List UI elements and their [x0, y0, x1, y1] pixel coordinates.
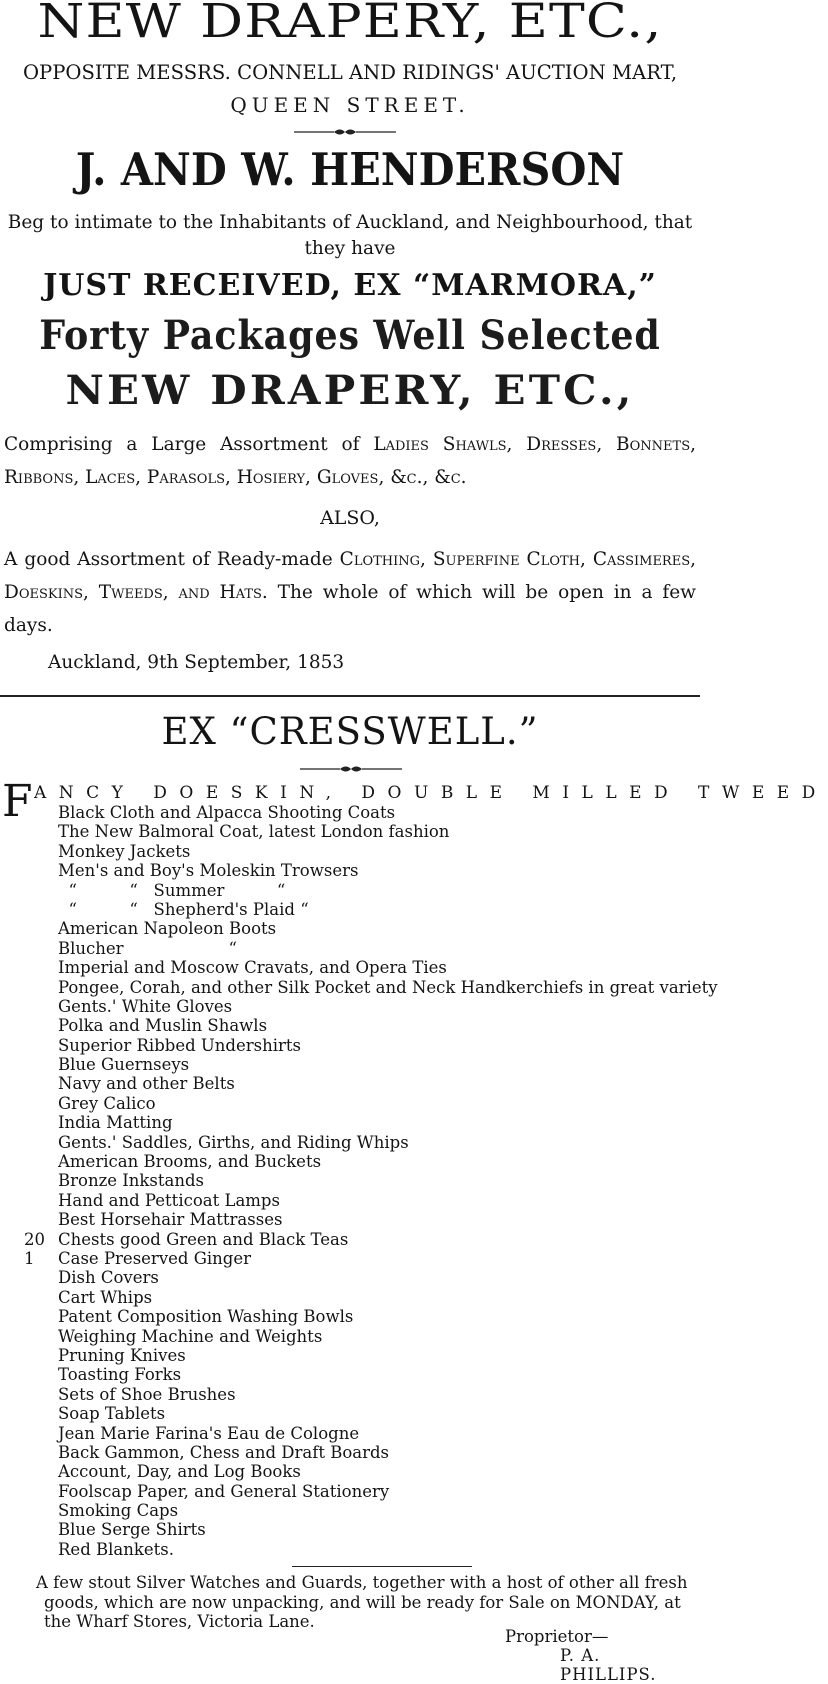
list-item [58, 1288, 718, 1307]
item-text: American Brooms, and Buckets [58, 1152, 322, 1172]
item-text: Chests good Green and Black Teas [58, 1229, 349, 1249]
list-item [58, 881, 718, 900]
merchant-name: J. AND W. HENDERSON [75, 143, 625, 196]
list-item [58, 1152, 718, 1171]
list-item [58, 1385, 718, 1404]
goods-list [24, 803, 718, 1559]
list-item [58, 1171, 718, 1190]
list-item [58, 1482, 718, 1501]
also-paragraph: A good Assortment of Ready-made Clothing, Superfine Cloth, Cassimeres, Doeskins, Tweeds, and Hats. The whole of which will be open in a few days. [4, 549, 696, 636]
list-item [58, 1462, 718, 1481]
also-heading: ALSO, [320, 507, 380, 529]
list-item [58, 1210, 718, 1229]
list-item [58, 1055, 718, 1074]
intro-line-1: Beg to intimate to the Inhabitants of Auckland, and Neighbourhood, that [7, 212, 693, 233]
list-item [58, 1094, 718, 1113]
item-text: Grey Calico [58, 1093, 156, 1113]
list-item [58, 1268, 718, 1287]
item-text: Gents.' Saddles, Girths, and Riding Whips [58, 1132, 409, 1152]
ornament-divider [290, 125, 400, 139]
street-line: QUEEN STREET. [230, 93, 470, 117]
list-item [58, 1443, 718, 1462]
comprising-paragraph: Comprising a Large Assortment of Ladies Shawls, Dresses, Bonnets, Ribbons, Laces, Parasols, Hosiery, Gloves, &c., &c. [4, 434, 696, 488]
list-item [58, 1074, 718, 1093]
list-item [58, 997, 718, 1016]
goods-header: ANCY DOESKIN, DOUBLE MILLED TWEED [34, 783, 828, 803]
packages-heading: Forty Packages Well Selected [39, 312, 661, 359]
separator-rule [0, 695, 700, 697]
advert-title: NEW DRAPERY, ETC., [37, 0, 663, 49]
list-item [58, 939, 718, 958]
item-text: “ “ Summer “ [58, 880, 286, 900]
item-text: Sets of Shoe Brushes [58, 1384, 236, 1404]
intro-text [0, 210, 700, 262]
item-text: Foolscap Paper, and General Stationery [58, 1481, 390, 1501]
item-text: The New Balmoral Coat, latest London fashion [58, 822, 450, 842]
location-line: OPPOSITE MESSRS. CONNELL AND RIDINGS' AUCTION MART, [22, 60, 678, 84]
item-text: Black Cloth and Alpacca Shooting Coats [58, 803, 396, 822]
item-text: Red Blankets. [58, 1539, 174, 1559]
list-item [58, 1307, 718, 1326]
item-text: Blue Guernseys [58, 1055, 190, 1075]
list-item [58, 1365, 718, 1384]
item-text: Hand and Petticoat Lamps [58, 1190, 280, 1210]
list-item [58, 900, 718, 919]
item-text: Pruning Knives [58, 1345, 186, 1365]
item-text: Back Gammon, Chess and Draft Boards [58, 1442, 390, 1462]
list-item [58, 1404, 718, 1423]
dateline: Auckland, 9th September, 1853 [48, 652, 345, 673]
item-text: Soap Tablets [58, 1404, 166, 1424]
list-item [58, 803, 718, 822]
item-text: Dish Covers [58, 1268, 159, 1288]
list-item [24, 1229, 718, 1249]
list-item [58, 1520, 718, 1539]
item-text: Jean Marie Farina's Eau de Cologne [58, 1423, 360, 1443]
list-item [58, 1540, 718, 1559]
list-item [58, 1191, 718, 1210]
item-text: Best Horsehair Mattrasses [58, 1210, 283, 1230]
short-rule [292, 1566, 472, 1567]
item-text: American Napoleon Boots [58, 919, 277, 939]
item-text: Patent Composition Washing Bowls [58, 1307, 354, 1327]
item-text: Polka and Muslin Shawls [58, 1016, 268, 1036]
item-text: Toasting Forks [58, 1365, 182, 1385]
item-text: Cart Whips [58, 1287, 153, 1307]
list-item [58, 1036, 718, 1055]
item-text: Case Preserved Ginger [58, 1248, 252, 1268]
item-text: Monkey Jackets [58, 841, 191, 861]
advert2-title: EX “CRESSWELL.” [161, 710, 539, 753]
list-item [58, 1424, 718, 1443]
item-text: Superior Ribbed Undershirts [58, 1035, 301, 1055]
list-item [58, 1113, 718, 1132]
item-text: Imperial and Moscow Cravats, and Opera Ties [58, 958, 447, 978]
list-item [58, 1501, 718, 1520]
drapery-heading: NEW DRAPERY, ETC., [65, 367, 635, 414]
list-item [58, 958, 718, 977]
item-text: India Matting [58, 1113, 173, 1133]
list-item [58, 1327, 718, 1346]
item-text: Navy and other Belts [58, 1074, 235, 1094]
item-text: Gents.' White Gloves [58, 996, 233, 1016]
item-text: “ “ Shepherd's Plaid “ [58, 899, 309, 919]
item-text: Pongee, Corah, and other Silk Pocket and Neck Handkerchiefs in great variety [58, 977, 718, 997]
list-item [58, 1016, 718, 1035]
proprietor-name: P. A. PHILLIPS. [560, 1646, 657, 1684]
list-item [58, 1133, 718, 1152]
item-text: Blucher “ [58, 938, 237, 958]
proprietor-label: Proprietor— [505, 1627, 609, 1646]
received-heading: JUST RECEIVED, EX “MARMORA,” [43, 268, 657, 303]
list-item [58, 861, 718, 880]
item-text: Weighing Machine and Weights [58, 1326, 323, 1346]
list-item [58, 919, 718, 938]
item-quantity: 1 [24, 1248, 35, 1268]
list-item [58, 842, 718, 861]
intro-line-2: they have [304, 238, 396, 259]
list-item [58, 978, 718, 997]
item-text: Blue Serge Shirts [58, 1520, 206, 1540]
footnote: A few stout Silver Watches and Guards, together with a host of other all fresh goods, which are now unpacking, and will be ready for Sale on MONDAY, at the Wharf Stores, Victoria Lane. [36, 1573, 688, 1632]
item-text: Men's and Boy's Moleskin Trowsers [58, 861, 359, 881]
item-text: Account, Day, and Log Books [58, 1462, 301, 1482]
list-item [58, 822, 718, 841]
list-item [58, 1346, 718, 1365]
item-text: Bronze Inkstands [58, 1171, 205, 1191]
item-quantity: 20 [24, 1229, 45, 1249]
item-text: Smoking Caps [58, 1501, 179, 1521]
ornament-divider-2 [296, 762, 406, 776]
drop-capital: F [2, 776, 33, 827]
list-item [24, 1248, 718, 1268]
